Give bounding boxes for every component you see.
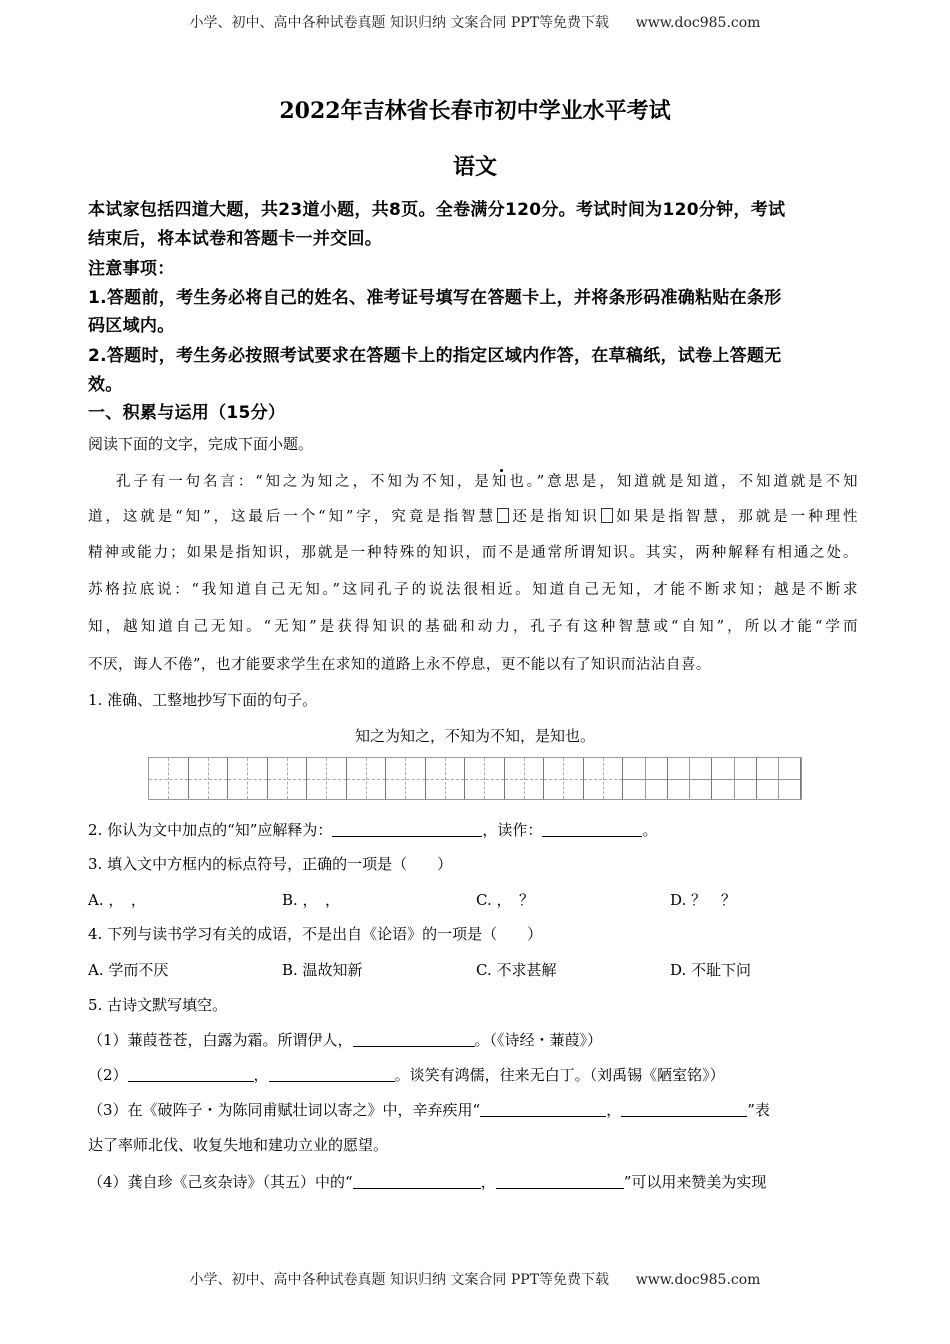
grid-cell[interactable]: [189, 758, 229, 799]
notice-title: 注意事项：: [88, 259, 175, 279]
passage-line: 知，越知道自己无知。“无知”是获得知识的基础和动力，孔子有这种智慧或“自知”，所以才能“学而: [88, 619, 858, 635]
answer-blank[interactable]: [621, 1103, 747, 1117]
footer-url: www.doc985.com: [635, 1272, 761, 1288]
grid-cell[interactable]: [712, 758, 757, 799]
grid-cell[interactable]: [544, 758, 584, 799]
option-b[interactable]: B. ， ，: [282, 891, 341, 909]
answer-blank[interactable]: [332, 823, 482, 837]
grid-cell[interactable]: [465, 758, 505, 799]
answer-blank[interactable]: [496, 1175, 624, 1189]
notice-line: 2.答题时，考生务必按照考试要求在答题卡上的指定区域内作答，在草稿纸，试卷上答题无: [88, 346, 782, 366]
reading-instruction: 阅读下面的文字，完成下面小题。: [88, 435, 314, 453]
answer-blank[interactable]: [353, 1033, 475, 1047]
header-text: 小学、初中、高中各种试卷真题 知识归纳 文案合同 PPT等免费下载: [189, 15, 610, 31]
option-b[interactable]: B. 温故知新: [282, 961, 363, 979]
question-2: 2. 你认为文中加点的“知”应解释为： ，读作： 。: [88, 821, 658, 839]
grid-cell[interactable]: [623, 758, 668, 799]
punctuation-box: [601, 508, 613, 523]
grid-cell[interactable]: [757, 758, 802, 799]
option-c[interactable]: C. ， ？: [476, 891, 534, 909]
q5-item-4: （4）龚自珍《己亥杂诗》（其五）中的“ ， ”可以用来赞美为实现: [88, 1173, 767, 1191]
notice-line: 码区域内。: [88, 316, 175, 336]
answer-blank[interactable]: [128, 1068, 254, 1082]
grid-cell[interactable]: [228, 758, 268, 799]
section-heading: 一、积累与运用（15分）: [88, 403, 286, 423]
option-a[interactable]: A. 学而不厌: [88, 961, 169, 979]
grid-cell[interactable]: [386, 758, 426, 799]
passage-line: 不厌，诲人不倦”，也才能要求学生在求知的道路上永不停息，更不能以有了知识而沾沾自喜。: [88, 657, 711, 673]
page-header: [0, 13, 950, 33]
exam-title: 2022年吉林省长春市初中学业水平考试: [279, 98, 671, 124]
option-d[interactable]: D. ？ ？: [670, 891, 737, 909]
answer-blank[interactable]: [542, 823, 642, 837]
notice-line: 效。: [88, 375, 123, 395]
copy-sentence: 知之为知之，不知为不知，是知也。: [354, 727, 595, 745]
answer-blank[interactable]: [480, 1103, 606, 1117]
option-d[interactable]: D. 不耻下问: [670, 961, 752, 979]
passage-line: 精神或能力；如果是指知识，那就是一种特殊的知识，而不是通常所谓知识。其实，两种解释有相通之处。: [88, 545, 858, 561]
grid-cell[interactable]: [668, 758, 713, 799]
passage-line: 孔子有一句名言：“知之为知之，不知为不知，是知也。”意思是，知道就是知道，不知道就是不知: [116, 474, 858, 490]
q5-item-3-cont: 达了率师北伐、收复失地和建功立业的愿望。: [88, 1136, 389, 1154]
answer-blank[interactable]: [353, 1175, 481, 1189]
passage-line: 道，这就是“知”，这最后一个“知”字，究竟是指智慧 还是指知识 如果是指智慧，那就是一种理性: [88, 509, 859, 525]
q5-item-1: （1）蒹葭苍苍，白露为霜。所谓伊人， 。（《诗经・蒹葭》）: [88, 1031, 603, 1049]
subject-title: 语文: [452, 154, 497, 180]
notice-line: 1.答题前，考生务必将自己的姓名、准考证号填写在答题卡上，并将条形码准确粘贴在条形: [88, 288, 782, 308]
question-3: 3. 填入文中方框内的标点符号，正确的一项是（ ）: [88, 855, 453, 873]
passage-line: 苏格拉底说：“我知道自己无知。”这同孔子的说法很相近。知道自己无知，才能不断求知；越是不断求: [88, 582, 858, 598]
footer-text: 小学、初中、高中各种试卷真题 知识归纳 文案合同 PPT等免费下载: [189, 1272, 610, 1288]
intro-line: 本试家包括四道大题，共23道小题，共8页。全卷满分120分。考试时间为120分钟，考试: [88, 200, 786, 220]
punctuation-box: [497, 508, 509, 523]
grid-cell[interactable]: [307, 758, 347, 799]
emphasis-dot-char: 知: [491, 474, 510, 490]
page-footer: [0, 1270, 950, 1290]
grid-cell[interactable]: [268, 758, 308, 799]
grid-cell[interactable]: [584, 758, 624, 799]
header-url: www.doc985.com: [635, 15, 761, 31]
question-1: 1. 准确、工整地抄写下面的句子。: [88, 691, 318, 709]
grid-cell[interactable]: [426, 758, 466, 799]
question-5: 5. 古诗文默写填空。: [88, 996, 228, 1014]
grid-cell[interactable]: [149, 758, 189, 799]
option-c[interactable]: C. 不求甚解: [476, 961, 557, 979]
question-4: 4. 下列与读书学习有关的成语，不是出自《论语》的一项是（ ）: [88, 925, 543, 943]
answer-blank[interactable]: [269, 1068, 395, 1082]
q5-item-3: （3）在《破阵子・为陈同甫赋壮词以寄之》中，辛弃疾用“ ， ”表: [88, 1101, 770, 1119]
grid-cell[interactable]: [505, 758, 545, 799]
option-a[interactable]: A. ， ，: [88, 891, 146, 909]
grid-cell[interactable]: [347, 758, 387, 799]
q5-item-2: （2） ， 。谈笑有鸿儒，往来无白丁。（刘禹锡《陋室铭》）: [88, 1066, 725, 1084]
writing-grid[interactable]: [148, 757, 802, 800]
intro-line: 结束后，将本试卷和答题卡一并交回。: [88, 229, 383, 249]
